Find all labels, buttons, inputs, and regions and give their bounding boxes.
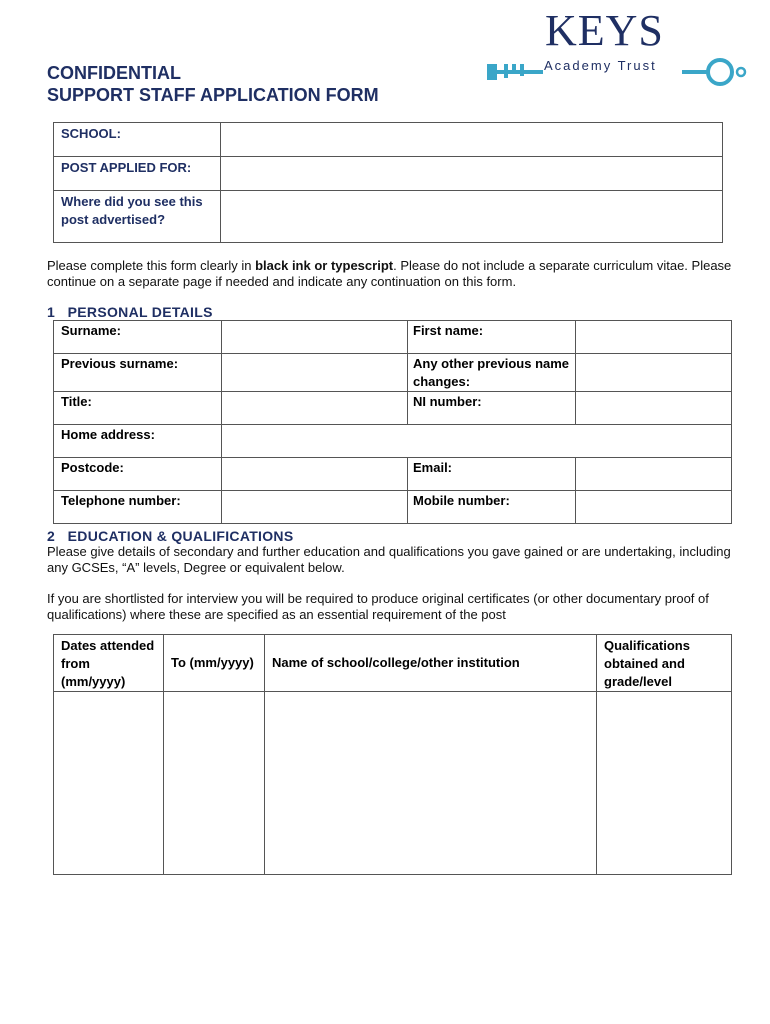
post-details-table [53,122,723,243]
postcode-label: Postcode: [61,460,124,475]
mobile-label-cell [408,491,576,524]
telephone-label-cell [54,491,222,524]
postcode-label-cell [54,458,222,491]
to-header-cell [164,635,265,692]
personal-details-heading: 1 PERSONAL DETAILS [47,304,213,320]
page-title [47,62,379,106]
dates-from-header-cell [54,635,164,692]
instructions-text-2: . Please do not include a separate curriculum vitae. Please continue on a separate page if needed and indicate any continuation on this form. [47,258,732,289]
surname-field[interactable] [222,321,408,354]
institution-header: Name of school/college/other institution [272,655,520,670]
surname-label: Surname: [61,323,121,338]
institution-header-cell [265,635,597,692]
qualifications-entry[interactable] [597,692,732,875]
to-entry[interactable] [164,692,265,875]
where-advertised-label: Where did you see this post advertised? [61,194,203,227]
instructions-bold: black ink or typescript [255,258,394,273]
title-confidential: CONFIDENTIAL [47,63,181,83]
keys-academy-trust-logo [480,8,750,88]
ni-number-label: NI number: [413,394,482,409]
previous-surname-field[interactable] [222,354,408,392]
title-label: Title: [61,394,92,409]
home-address-field[interactable] [222,425,732,458]
mobile-label: Mobile number: [413,493,510,508]
institution-entry[interactable] [265,692,597,875]
education-heading: 2 EDUCATION & QUALIFICATIONS [47,528,294,544]
logo-wordmark: KEYS [545,6,664,55]
dates-from-entry[interactable] [54,692,164,875]
post-applied-label: POST APPLIED FOR: [61,160,192,175]
post-applied-field[interactable] [221,157,723,191]
to-header: To (mm/yyyy) [171,655,254,670]
other-name-changes-label: Any other previous name changes: [413,356,570,389]
first-name-field[interactable] [576,321,732,354]
first-name-label: First name: [413,323,484,338]
logo-subtitle: Academy Trust [544,58,657,73]
where-advertised-label-cell [54,191,221,243]
home-address-label: Home address: [61,427,155,442]
qualifications-header: Qualifications obtained and grade/level [604,638,690,689]
instructions-paragraph [47,258,737,290]
telephone-field[interactable] [222,491,408,524]
mobile-field[interactable] [576,491,732,524]
title-label-cell [54,392,222,425]
title-field[interactable] [222,392,408,425]
previous-surname-label-cell [54,354,222,392]
post-applied-label-cell [54,157,221,191]
school-label: SCHOOL: [61,126,121,141]
first-name-label-cell [408,321,576,354]
other-name-changes-label-cell [408,354,576,392]
instructions-text-1: Please complete this form clearly in [47,258,256,273]
education-table [53,634,732,875]
email-label-cell [408,458,576,491]
ni-number-field[interactable] [576,392,732,425]
school-field[interactable] [221,123,723,157]
email-label: Email: [413,460,453,475]
shortlist-note: If you are shortlisted for interview you will be required to produce original certificates (or other documentary proof of qualifications) where these are specified as an essential requirement of the post [47,591,709,622]
personal-details-table [53,320,732,524]
other-name-changes-field[interactable] [576,354,732,392]
dates-from-header: Dates attended from (mm/yyyy) [61,638,155,689]
title-form-name: SUPPORT STAFF APPLICATION FORM [47,85,379,105]
previous-surname-label: Previous surname: [61,356,179,371]
school-label-cell [54,123,221,157]
telephone-label: Telephone number: [61,493,181,508]
email-field[interactable] [576,458,732,491]
home-address-label-cell [54,425,222,458]
qualifications-header-cell [597,635,732,692]
postcode-field[interactable] [222,458,408,491]
surname-label-cell [54,321,222,354]
where-advertised-field[interactable] [221,191,723,243]
education-intro: Please give details of secondary and further education and qualifications you gave gained or are undertaking, including any GCSEs, “A” levels, Degree or equivalent below. [47,544,731,575]
ni-number-label-cell [408,392,576,425]
